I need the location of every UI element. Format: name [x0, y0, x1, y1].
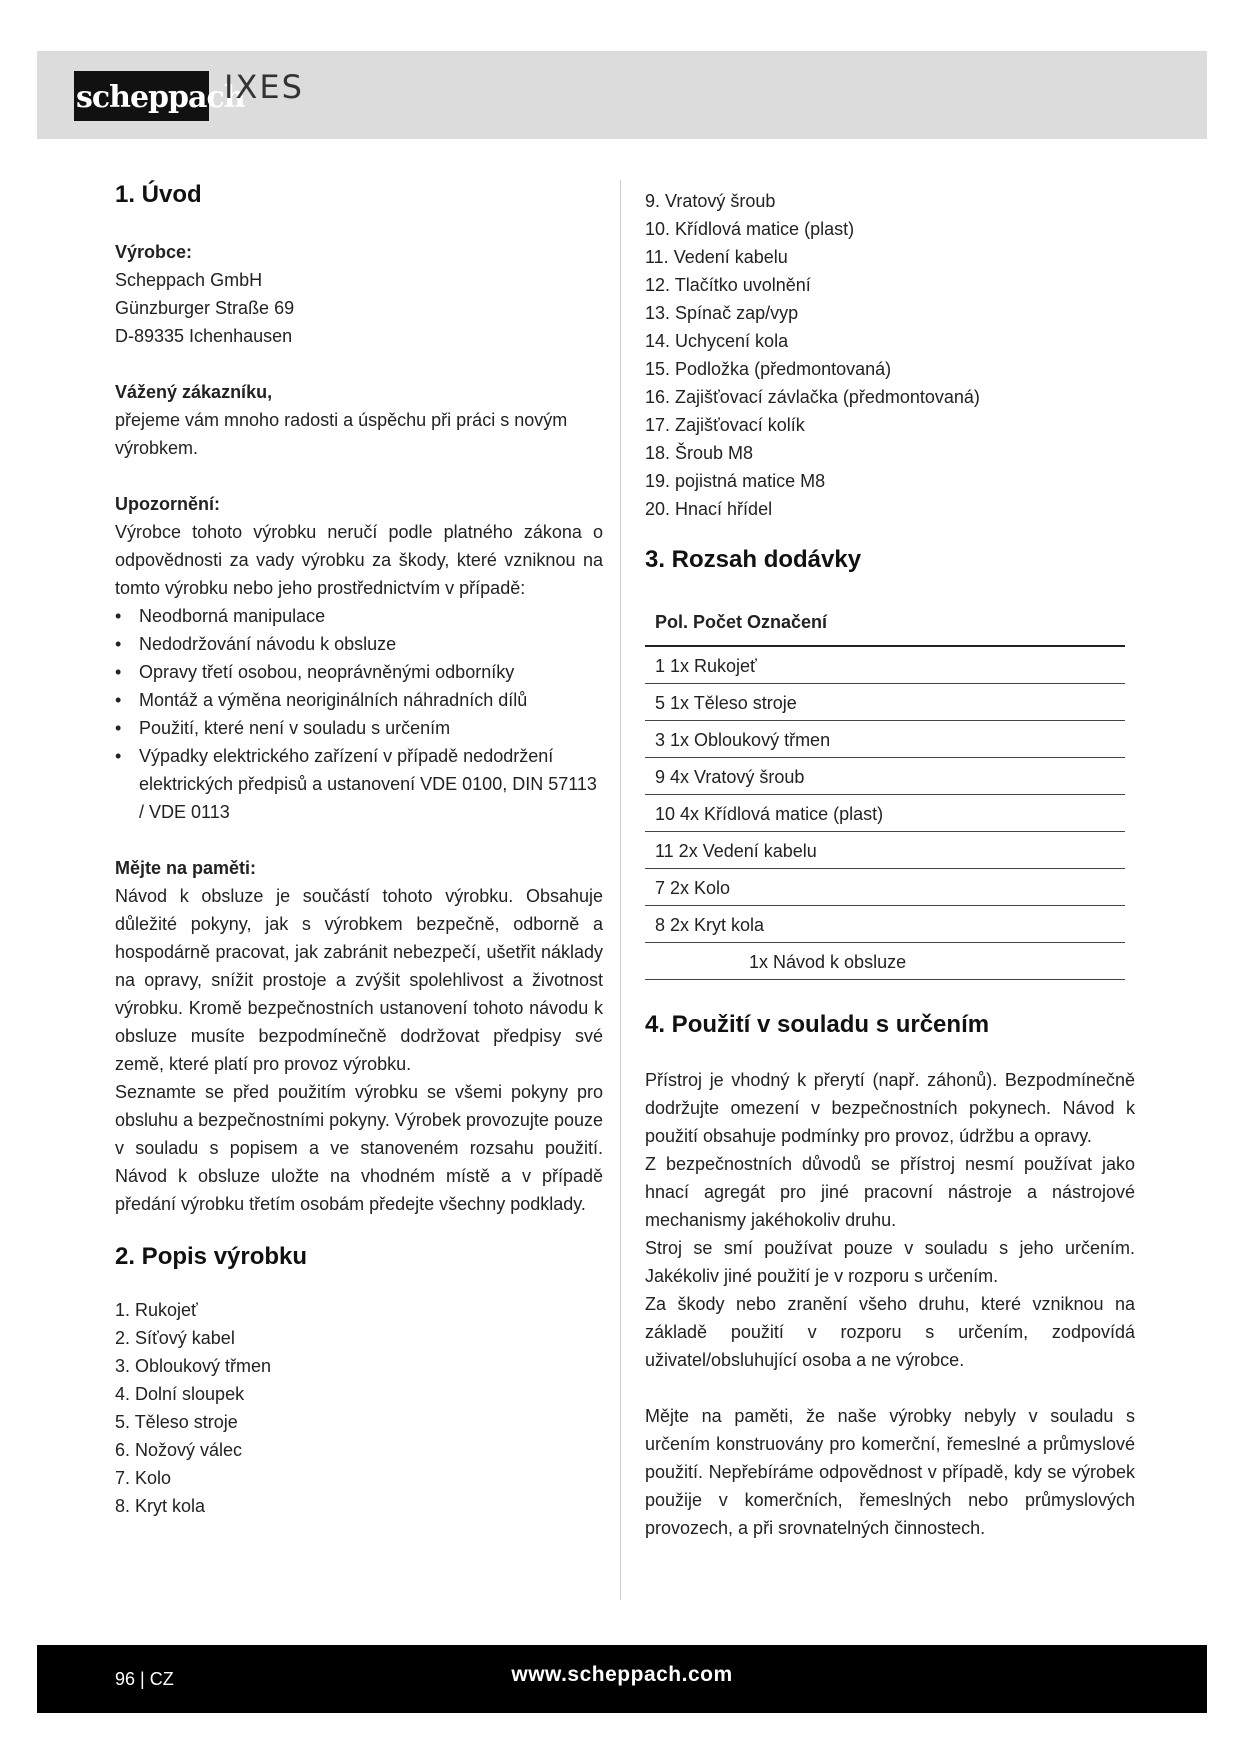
manufacturer-line: Scheppach GmbH — [115, 270, 263, 290]
table-cell: 3 1x Obloukový třmen — [645, 721, 1125, 758]
column-divider — [620, 180, 621, 1600]
section-heading-scope: 3. Rozsah dodávky — [645, 546, 862, 573]
dear-customer-text: přejeme vám mnoho radosti a úspěchu při práci s novým výrobkem. — [115, 410, 568, 458]
website-link[interactable]: www.scheppach.com — [511, 1663, 733, 1686]
list-item: 10. Křídlová matice (plast) — [645, 219, 855, 239]
warning-label: Upozornění: — [115, 494, 220, 514]
list-item: • Neodborná manipulace — [115, 602, 603, 630]
usage-paragraph: Přístroj je vhodný k přerytí (např. záhonů). Bezpodmínečně dodržujte omezení v bezpečnostních pokynech. Návod k použití obsahuje podmínky pro provoz, údržbu a opravy. — [645, 1070, 1135, 1146]
list-item: 13. Spínač zap/vyp — [645, 303, 799, 323]
list-item: 7. Kolo — [115, 1468, 172, 1488]
dear-customer-label: Vážený zákazníku, — [115, 382, 273, 402]
table-row — [645, 832, 1125, 869]
scope-table — [645, 601, 1125, 980]
list-item: 3. Obloukový třmen — [115, 1356, 272, 1376]
usage-paragraph: Za škody nebo zranění všeho druhu, které vzniknou na základě použití v rozporu s určením, zodpovídá uživatel/obsluhující osoba a ne výrobce. — [645, 1294, 1135, 1370]
page-footer — [37, 1645, 1207, 1713]
list-item: 12. Tlačítko uvolnění — [645, 275, 811, 295]
section-heading-intro: 1. Úvod — [115, 181, 202, 208]
table-header-row — [645, 601, 1125, 646]
table-row — [645, 795, 1125, 832]
list-item: 5. Těleso stroje — [115, 1412, 238, 1432]
table-cell: 11 2x Vedení kabelu — [645, 832, 1125, 869]
ixes-logo: IXES — [224, 68, 304, 106]
table-row — [645, 646, 1125, 684]
table-cell: 8 2x Kryt kola — [645, 906, 1125, 943]
manufacturer-line: D-89335 Ichenhausen — [115, 326, 293, 346]
table-cell: 5 1x Těleso stroje — [645, 684, 1125, 721]
table-row — [645, 943, 1125, 980]
list-item: 19. pojistná matice M8 — [645, 471, 826, 491]
section-heading-description: 2. Popis výrobku — [115, 1243, 308, 1270]
list-item: 18. Šroub M8 — [645, 443, 754, 463]
parts-list-left — [115, 1296, 603, 1520]
table-row — [645, 721, 1125, 758]
list-item: 1. Rukojeť — [115, 1300, 198, 1320]
table-row — [645, 758, 1125, 795]
table-row — [645, 869, 1125, 906]
list-item: 4. Dolní sloupek — [115, 1384, 245, 1404]
page-number: 96 | CZ — [115, 1669, 174, 1689]
list-item: • Opravy třetí osobou, neoprávněnými odborníky — [115, 658, 603, 686]
table-cell: 9 4x Vratový šroub — [645, 758, 1125, 795]
table-cell: 10 4x Křídlová matice (plast) — [645, 795, 1125, 832]
list-item: • Montáž a výměna neoriginálních náhradních dílů — [115, 686, 603, 714]
list-item: • Použití, které není v souladu s určením — [115, 714, 603, 742]
table-cell: 1x Návod k obsluze — [645, 943, 1125, 980]
list-item: 11. Vedení kabelu — [645, 247, 788, 267]
table-row — [645, 684, 1125, 721]
usage-paragraph: Stroj se smí používat pouze v souladu s jeho určením. Jakékoliv jiné použití je v rozporu s určením. — [645, 1238, 1135, 1286]
list-item: 9. Vratový šroub — [645, 191, 776, 211]
left-column — [115, 180, 603, 1520]
list-item: 20. Hnací hřídel — [645, 499, 773, 519]
list-item: 14. Uchycení kola — [645, 331, 789, 351]
usage-paragraph: Mějte na paměti, že naše výrobky nebyly v souladu s určením konstruovány pro komerční, řemeslné a průmyslové použití. Nepřebíráme odpovědnost v případě, kdy se výrobek použije v komerčních, řemeslných nebo průmyslových provozech, a při srovnatelných činnostech. — [645, 1406, 1135, 1538]
remember-label: Mějte na paměti: — [115, 858, 257, 878]
table-row — [645, 906, 1125, 943]
list-item: 2. Síťový kabel — [115, 1328, 235, 1348]
scheppach-logo: scheppach — [74, 71, 209, 121]
page-header — [37, 51, 1207, 139]
right-column — [645, 187, 1135, 1542]
list-item: • Nedodržování návodu k obsluze — [115, 630, 603, 658]
list-item: 16. Zajišťovací závlačka (předmontovaná) — [645, 387, 980, 407]
warning-list — [115, 602, 603, 826]
read-instructions-text: Seznamte se před použitím výrobku se všemi pokyny pro obsluhu a bezpečnostními pokyny. Výrobek provozujte pouze v souladu s popisem a ve stanoveném rozsahu použití. Návod k obsluze uložte na vhodném místě a v případě předání výrobku třetím osobám předejte všechny podklady. — [115, 1082, 603, 1214]
section-heading-usage: 4. Použití v souladu s určením — [645, 1011, 990, 1038]
list-item: 8. Kryt kola — [115, 1496, 206, 1516]
table-cell: 7 2x Kolo — [645, 869, 1125, 906]
table-header-cell: Pol. Počet Označení — [645, 601, 1125, 646]
remember-text: Návod k obsluze je součástí tohoto výrobku. Obsahuje důležité pokyny, jak s výrobkem bezpečně, odborně a hospodárně pracovat, jak zabránit nebezpečí, ušetřit náklady na opravy, snížit prostoje a zvýšit spolehlivost a životnost výrobku. Kromě bezpečnostních ustanovení tohoto návodu k obsluze musíte bezpodmínečně dodržovat předpisy své země, které platí pro provoz výrobku. — [115, 886, 603, 1074]
manufacturer-label: Výrobce: — [115, 242, 193, 262]
list-item: 6. Nožový válec — [115, 1440, 243, 1460]
warning-text: Výrobce tohoto výrobku neručí podle platného zákona o odpovědnosti za vady výrobku za škody, které vzniknou na tomto výrobku nebo jeho prostřednictvím v případě: — [115, 522, 603, 598]
parts-list-right — [645, 187, 1135, 523]
list-item: 17. Zajišťovací kolík — [645, 415, 805, 435]
usage-paragraph: Z bezpečnostních důvodů se přístroj nesmí používat jako hnací agregát pro jiné pracovní nástroje a nástrojové mechanismy jakéhokoliv druhu. — [645, 1154, 1135, 1230]
table-cell: 1 1x Rukojeť — [645, 646, 1125, 684]
manufacturer-line: Günzburger Straße 69 — [115, 298, 295, 318]
list-item: • Výpadky elektrického zařízení v případě nedodržení elektrických předpisů a ustanovení VDE 0100, DIN 57113 / VDE 0113 — [115, 742, 603, 826]
list-item: 15. Podložka (předmontovaná) — [645, 359, 892, 379]
